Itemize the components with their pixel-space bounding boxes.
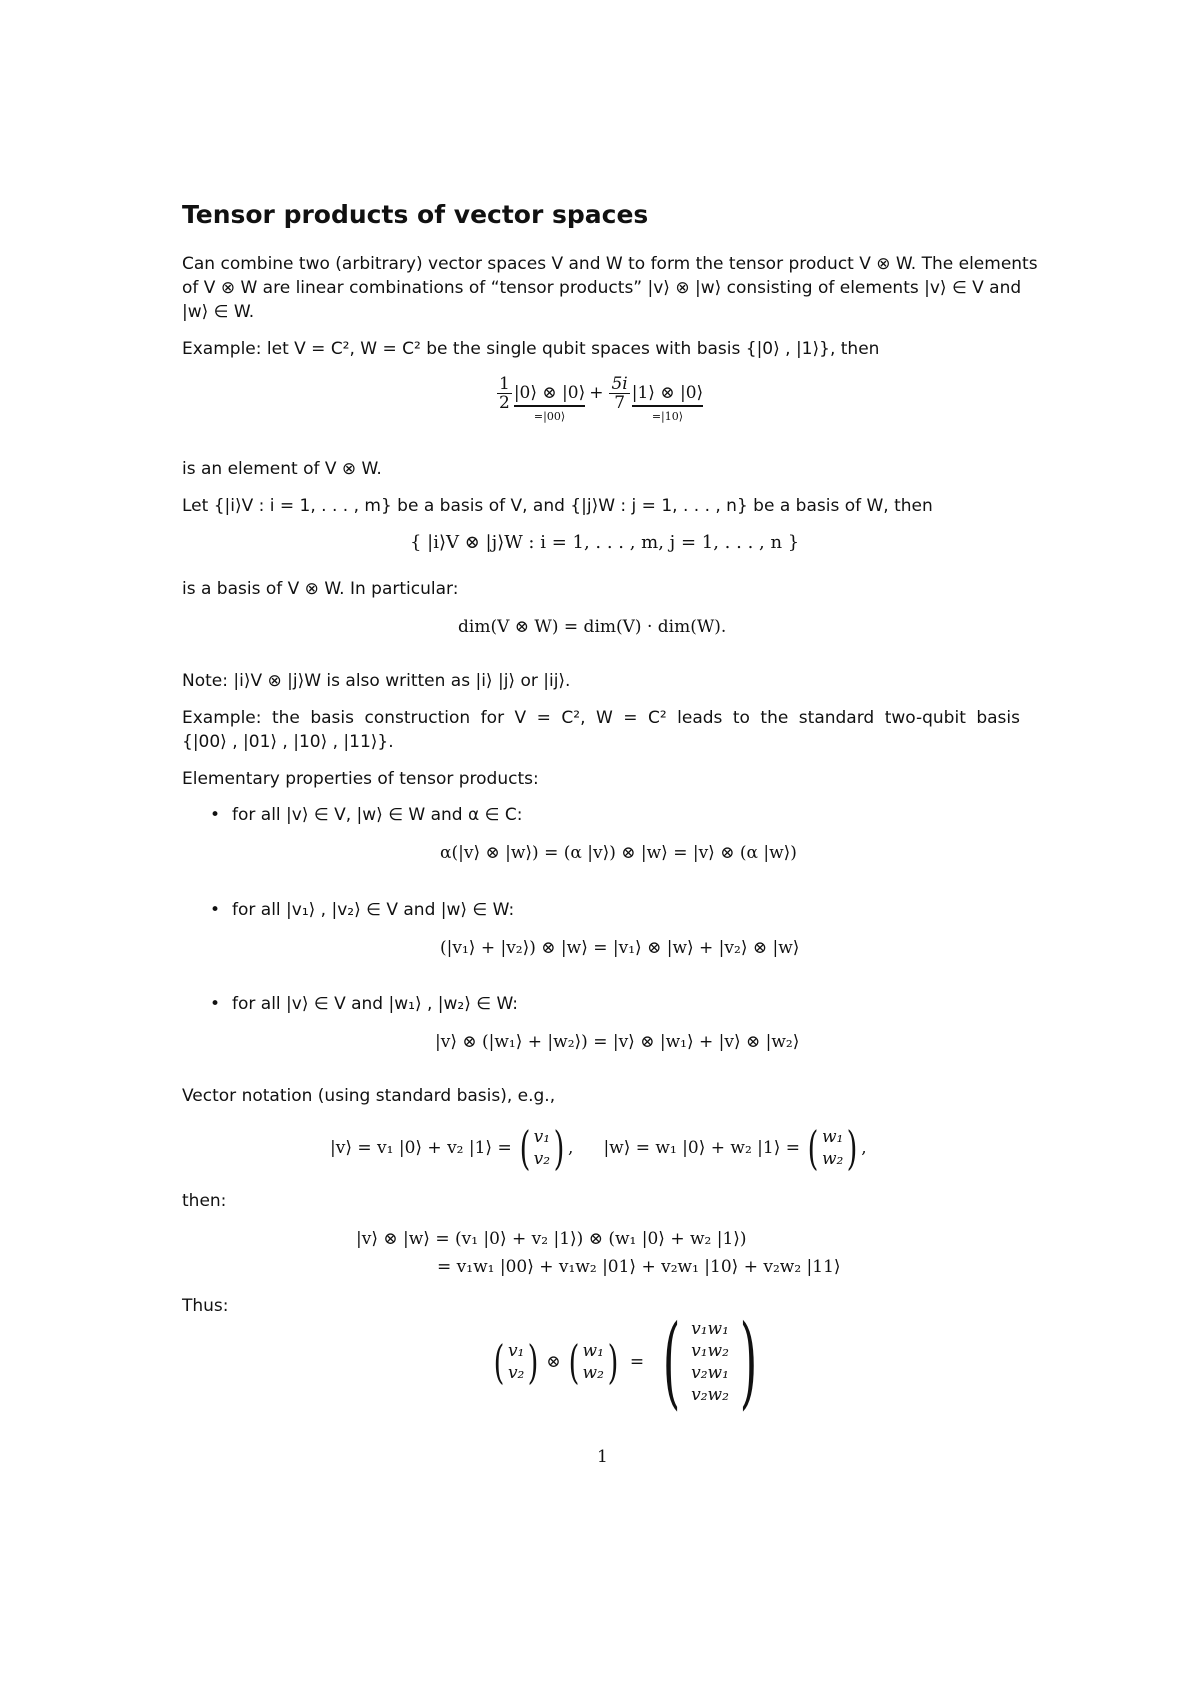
column-vector: ( v₁ v₂ ) bbox=[519, 1121, 565, 1175]
equation-basis: { |i⟩V ⊗ |j⟩W : i = 1, . . . , m, j = 1, . . . , n } bbox=[410, 532, 800, 553]
paragraph-line: Can combine two (arbitrary) vector spaces V and W to form the tensor product V ⊗ W. The elements bbox=[182, 254, 1038, 274]
column-vector: ( v₁w₁ v₁w₂ v₂w₁ v₂w₂ ) bbox=[662, 1303, 758, 1420]
paragraph: Example: let V = C², W = C² be the single qubit spaces with basis {|0⟩ , |1⟩}, then bbox=[182, 339, 880, 359]
equation-dimension: dim(V ⊗ W) = dim(V) · dim(W). bbox=[458, 617, 727, 637]
page-title: Tensor products of vector spaces bbox=[182, 200, 649, 229]
equation-expansion-line1: |v⟩ ⊗ |w⟩ = (v₁ |0⟩ + v₂ |1⟩) ⊗ (w₁ |0⟩ + w₂ |1⟩) bbox=[356, 1229, 747, 1249]
paragraph-line: Example: the basis construction for V = C², W = C² leads to the standard two-qubit basis bbox=[182, 708, 1020, 728]
bullet-text: for all |v⟩ ∈ V, |w⟩ ∈ W and α ∈ C: bbox=[232, 805, 523, 825]
equation-vector-notation: |v⟩ = v₁ |0⟩ + v₂ |1⟩ = ( v₁ v₂ ) , |w⟩ = w₁ |0⟩ + w₂ |1⟩ = ( w₁ w₂ ) , bbox=[330, 1121, 867, 1175]
paragraph-line: {|00⟩ , |01⟩ , |10⟩ , |11⟩}. bbox=[182, 732, 394, 752]
column-vector: ( w₁ w₂ ) bbox=[568, 1335, 619, 1389]
page-number: 1 bbox=[597, 1447, 608, 1467]
equation-tensor-vectors: ( v₁ v₂ ) ⊗ ( w₁ w₂ ) = ( v₁w₁ v₁w₂ v₂w₁ v₂w₂ ) bbox=[490, 1312, 768, 1412]
bullet-dot: • bbox=[210, 805, 221, 825]
bullet-dot: • bbox=[210, 994, 221, 1014]
underbrace-label: =|00⟩ bbox=[514, 405, 585, 423]
equation-property: α(|v⟩ ⊗ |w⟩) = (α |v⟩) ⊗ |w⟩ = |v⟩ ⊗ (α |w⟩) bbox=[440, 843, 797, 863]
fraction: $\frac{1}{2}$ bbox=[499, 374, 510, 413]
bullet-text: for all |v⟩ ∈ V and |w₁⟩ , |w₂⟩ ∈ W: bbox=[232, 994, 519, 1014]
paragraph: Thus: bbox=[182, 1296, 229, 1316]
bullet-text: for all |v₁⟩ , |v₂⟩ ∈ V and |w⟩ ∈ W: bbox=[232, 900, 515, 920]
paragraph: Vector notation (using standard basis), e.g., bbox=[182, 1086, 556, 1106]
fraction: $\frac{5i}{7}$ bbox=[611, 374, 628, 413]
equation-example: $\frac{1}{2}$ |0⟩ ⊗ |0⟩ =|00⟩ + $\frac{5i}{7}$ |1⟩ ⊗ |0⟩ =|10⟩ bbox=[499, 374, 704, 423]
underbrace-term: |1⟩ ⊗ |0⟩ =|10⟩ bbox=[631, 383, 704, 423]
underbrace-label: =|10⟩ bbox=[632, 405, 703, 423]
column-vector: ( w₁ w₂ ) bbox=[807, 1121, 858, 1175]
column-vector: ( v₁ v₂ ) bbox=[493, 1335, 539, 1389]
paragraph: Note: |i⟩V ⊗ |j⟩W is also written as |i⟩ |j⟩ or |ij⟩. bbox=[182, 671, 571, 691]
equation-property: |v⟩ ⊗ (|w₁⟩ + |w₂⟩) = |v⟩ ⊗ |w₁⟩ + |v⟩ ⊗ |w₂⟩ bbox=[435, 1032, 800, 1052]
paragraph: is an element of V ⊗ W. bbox=[182, 459, 382, 479]
equation-expansion-line2: = v₁w₁ |00⟩ + v₁w₂ |01⟩ + v₂w₁ |10⟩ + v₂w₂ |11⟩ bbox=[437, 1257, 841, 1277]
paragraph-line: |w⟩ ∈ W. bbox=[182, 302, 255, 322]
paragraph: Let {|i⟩V : i = 1, . . . , m} be a basis of V, and {|j⟩W : j = 1, . . . , n} be a basis of W, then bbox=[182, 496, 933, 516]
equation-property: (|v₁⟩ + |v₂⟩) ⊗ |w⟩ = |v₁⟩ ⊗ |w⟩ + |v₂⟩ ⊗ |w⟩ bbox=[440, 938, 800, 958]
paragraph-line: of V ⊗ W are linear combinations of “tensor products” |v⟩ ⊗ |w⟩ consisting of elements |v⟩ ∈ V and bbox=[182, 278, 1022, 298]
paragraph: is a basis of V ⊗ W. In particular: bbox=[182, 579, 459, 599]
underbrace-term: |0⟩ ⊗ |0⟩ =|00⟩ bbox=[513, 383, 586, 423]
paragraph: then: bbox=[182, 1191, 227, 1211]
paragraph: Elementary properties of tensor products: bbox=[182, 769, 539, 789]
bullet-dot: • bbox=[210, 900, 221, 920]
